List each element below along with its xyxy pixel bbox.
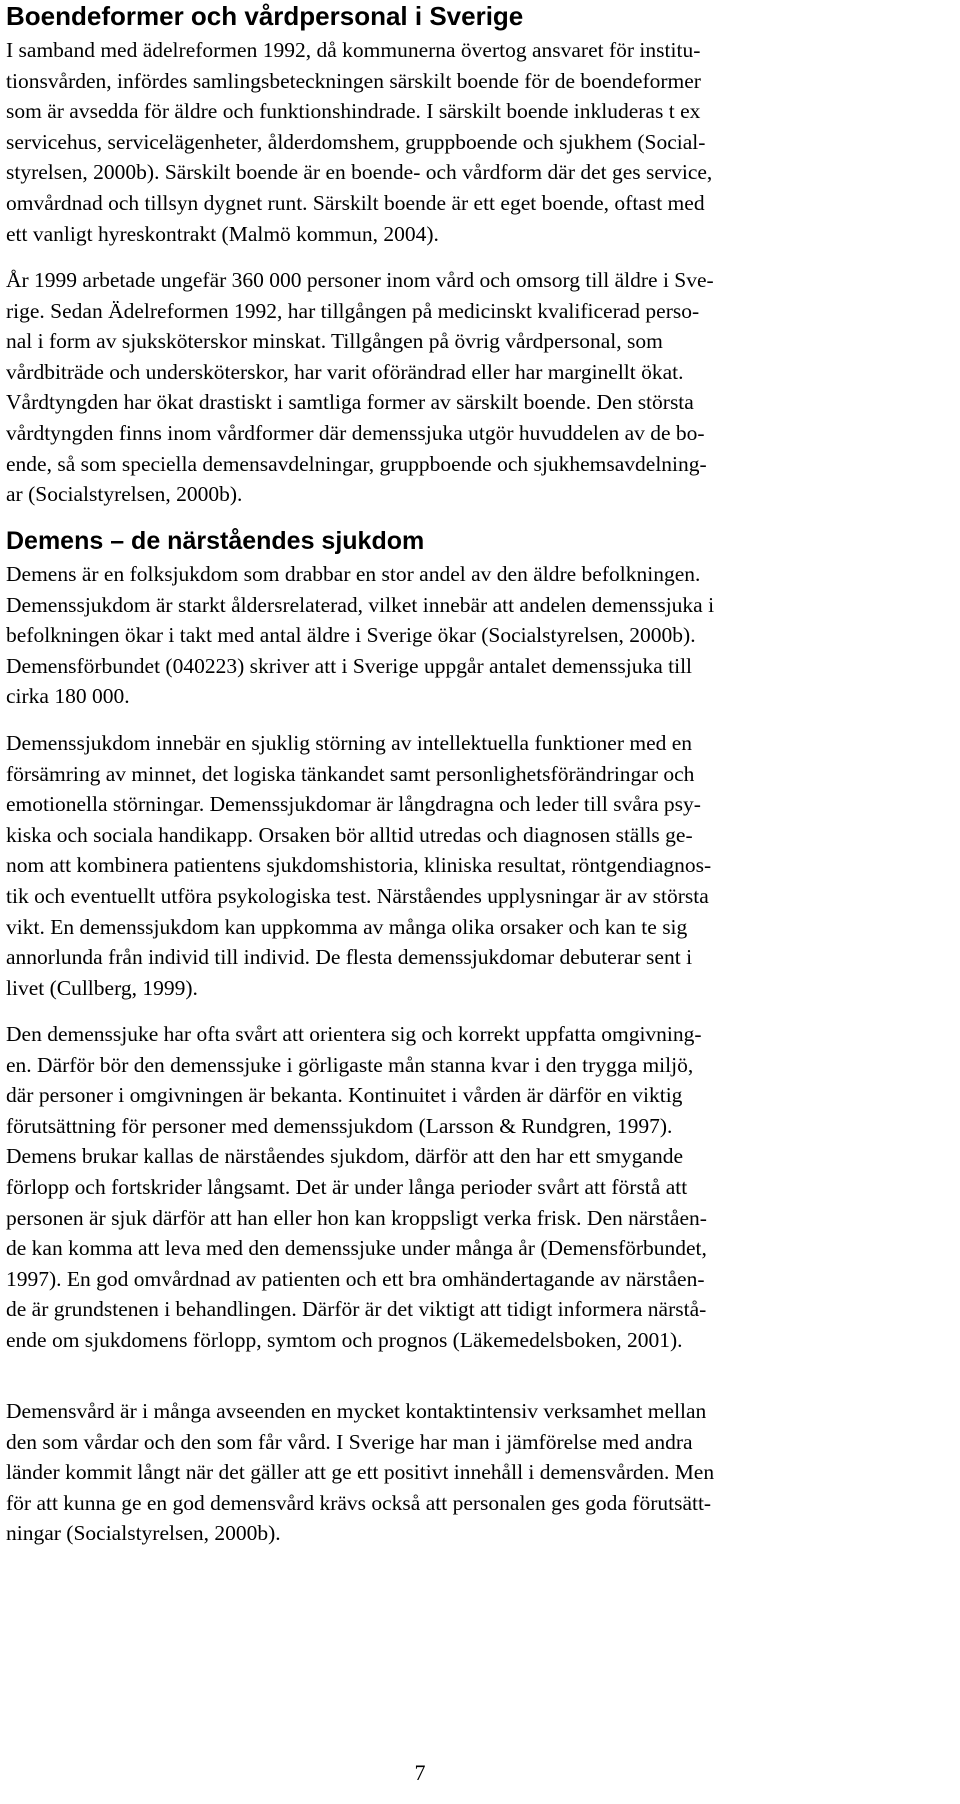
text-line: personen är sjuk därför att han eller hon kan kroppsligt verka frisk. Den närståen- <box>6 1205 707 1230</box>
paragraph-vardpersonal <box>6 265 936 510</box>
text-line: vårdtyngden finns inom vårdformer där demenssjuka utgör huvuddelen av de bo- <box>6 420 705 445</box>
text-line: servicehus, servicelägenheter, ålderdomshem, gruppboende och sjukhem (Social- <box>6 129 706 154</box>
section-heading-demens: Demens – de närståendes sjukdom <box>6 527 425 555</box>
text-line: den som vårdar och den som får vård. I Sverige har man i jämförelse med andra <box>6 1429 693 1454</box>
text-line: emotionella störningar. Demenssjukdomar är långdragna och leder till svåra psy- <box>6 792 701 817</box>
text-line: en. Därför bör den demenssjuke i görligaste mån stanna kvar i den trygga miljö, <box>6 1052 694 1077</box>
text-line: tionsvården, infördes samlingsbeteckningen särskilt boende för de boendeformer <box>6 68 701 93</box>
text-line: Den demenssjuke har ofta svårt att orientera sig och korrekt uppfatta omgivning- <box>6 1022 702 1046</box>
text-line: förlopp och fortskrider långsamt. Det är under långa perioder svårt att förstå att <box>6 1174 688 1199</box>
text-line: förutsättning för personer med demenssjukdom (Larsson & Rundgren, 1997). <box>6 1113 673 1138</box>
text-line: Demens brukar kallas de närståendes sjukdom, därför att den har ett smygande <box>6 1144 684 1169</box>
text-line: som är avsedda för äldre och funktionshindrade. I särskilt boende inkluderas t ex <box>6 99 701 124</box>
text-line: de kan komma att leva med den demenssjuke under många år (Demensförbundet, <box>6 1236 707 1261</box>
text-line: tik och eventuellt utföra psykologiska test. Närståendes upplysningar är av största <box>6 883 709 908</box>
text-line: ar (Socialstyrelsen, 2000b). <box>6 482 243 507</box>
paragraph-narstaende <box>6 1019 936 1356</box>
paragraph-folksjukdom <box>6 559 936 712</box>
text-line: Demensvård är i många avseenden en mycket kontaktintensiv verksamhet mellan <box>6 1399 707 1423</box>
text-line: där personer i omgivningen är bekanta. Kontinuitet i vården är därför en viktig <box>6 1083 683 1108</box>
text-line: nom att kombinera patientens sjukdomshistoria, kliniska resultat, röntgendiagnos- <box>6 853 712 878</box>
text-line: ende, så som speciella demensavdelningar, gruppboende och sjukhemsavdelning- <box>6 451 707 476</box>
text-line: 1997). En god omvårdnad av patienten och ett bra omhändertagande av närståen- <box>6 1266 705 1291</box>
text-line: livet (Cullberg, 1999). <box>6 975 198 1000</box>
text-line: År 1999 arbetade ungefär 360 000 personer inom vård och omsorg till äldre i Sve- <box>6 268 714 292</box>
text-line: ningar (Socialstyrelsen, 2000b). <box>6 1521 281 1546</box>
text-line: nal i form av sjuksköterskor minskat. Tillgången på övrig vårdpersonal, som <box>6 329 663 354</box>
text-line: för att kunna ge en god demensvård krävs också att personalen ges goda förutsätt- <box>6 1490 712 1515</box>
text-line: vikt. En demenssjukdom kan uppkomma av många olika orsaker och kan te sig <box>6 914 688 939</box>
text-line: omvårdnad och tillsyn dygnet runt. Särskilt boende är ett eget boende, oftast med <box>6 190 705 215</box>
text-line: försämring av minnet, det logiska tänkandet samt personlighetsförändringar och <box>6 761 695 786</box>
paragraph-demenssjukdom <box>6 728 936 1003</box>
text-line: de är grundstenen i behandlingen. Därför är det viktigt att tidigt informera närstå- <box>6 1297 707 1322</box>
text-line: I samband med ädelreformen 1992, då kommunerna övertog ansvaret för institu- <box>6 38 701 62</box>
text-line: kiska och sociala handikapp. Orsaken bör alltid utredas och diagnosen ställs ge- <box>6 822 693 847</box>
text-line: Demenssjukdom är starkt åldersrelaterad, vilket innebär att andelen demenssjuka i <box>6 592 715 617</box>
page-number: 7 <box>414 1760 426 1785</box>
text-line: cirka 180 000. <box>6 684 130 709</box>
paragraph-boendeformer <box>6 35 936 249</box>
text-line: befolkningen ökar i takt med antal äldre i Sverige ökar (Socialstyrelsen, 2000b). <box>6 623 696 648</box>
text-line: Vårdtyngden har ökat drastiskt i samtliga former av särskilt boende. Den största <box>6 390 694 415</box>
text-line: styrelsen, 2000b). Särskilt boende är en boende- och vårdform där det ges service, <box>6 160 713 185</box>
text-line: Demensförbundet (040223) skriver att i Sverige uppgår antalet demenssjuka till <box>6 653 693 678</box>
text-line: vårdbiträde och undersköterskor, har varit oförändrad eller har marginellt ökat. <box>6 359 684 384</box>
text-line: rige. Sedan Ädelreformen 1992, har tillgången på medicinskt kvalificerad perso- <box>6 298 700 323</box>
text-line: ende om sjukdomens förlopp, symtom och prognos (Läkemedelsboken, 2001). <box>6 1327 683 1352</box>
section-heading-boendeformer: Boendeformer och vårdpersonal i Sverige <box>6 1 524 31</box>
text-line: Demenssjukdom innebär en sjuklig störning av intellektuella funktioner med en <box>6 731 693 755</box>
paragraph-demensvard <box>6 1396 936 1549</box>
text-line: Demens är en folksjukdom som drabbar en stor andel av den äldre befolkningen. <box>6 562 701 586</box>
text-line: ett vanligt hyreskontrakt (Malmö kommun, 2004). <box>6 221 439 246</box>
text-line: länder kommit långt när det gäller att ge ett positivt innehåll i demensvården. Men <box>6 1460 715 1485</box>
text-line: annorlunda från individ till individ. De flesta demenssjukdomar debuterar sent i <box>6 945 693 970</box>
